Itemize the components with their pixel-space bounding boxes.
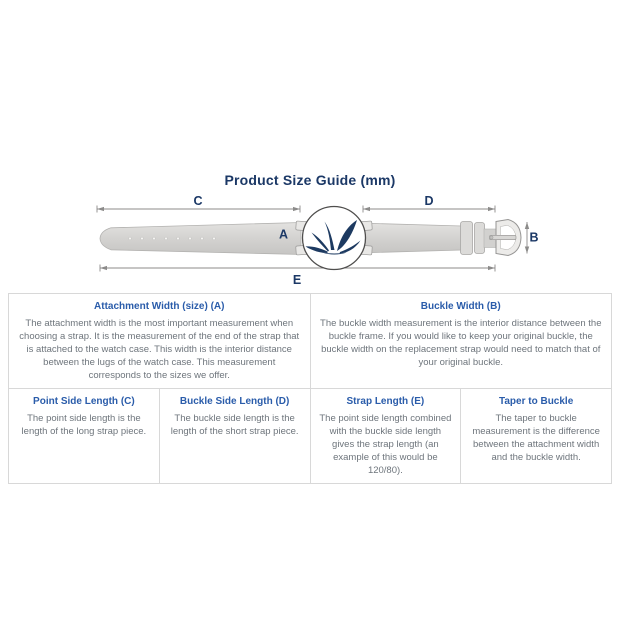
label-attachment-width: A (278, 227, 289, 242)
strap-diagram-svg (0, 195, 620, 295)
watch-case (303, 207, 366, 270)
label-buckle-width: B (529, 230, 539, 245)
cell-body: The attachment width is the most important measurement when choosing a strap. It is the measurement of the end of the strap that is attached to the watch case. This width is the interior distance between the lugs of the watch case. This measurement corresponds to the sizes we offer. (19, 318, 300, 381)
keeper-loops (461, 222, 485, 255)
cell-body: The point side length combined with the buckle side length gives the strap length (an example of this would be 120/80). (319, 413, 452, 476)
cell-title: Taper to Buckle (498, 396, 574, 407)
buckle-side-strap (363, 223, 462, 253)
cell-body: The buckle width measurement is the interior distance between the buckle frame. If you would like to keep your original buckle, the buckle width on the replacement strap would need to match that of your original buckle. (320, 318, 602, 368)
cell-buckle-side-length (159, 389, 310, 484)
label-strap-length: E (292, 273, 302, 287)
cell-strap-length (310, 389, 461, 484)
strap-diagram (0, 195, 620, 295)
cell-attachment-width (9, 294, 311, 389)
buckle (490, 220, 522, 256)
buckle-prong (490, 235, 517, 239)
page-title: Product Size Guide (mm) (224, 172, 396, 188)
cell-title: Buckle Side Length (D) (179, 396, 290, 407)
cell-point-side-length (9, 389, 160, 484)
label-buckle-side-length: D (424, 195, 434, 208)
cell-title: Buckle Width (B) (420, 301, 501, 312)
dimension-line-e (100, 265, 495, 272)
cell-title: Point Side Length (C) (33, 396, 135, 407)
cell-buckle-width (310, 294, 612, 389)
size-guide-table (8, 293, 612, 484)
label-point-side-length: C (193, 195, 203, 208)
cell-title: Attachment Width (size) (A) (94, 301, 225, 312)
table-row (9, 294, 612, 389)
cell-body: The taper to buckle measurement is the difference between the attachment width and the buckle width. (472, 413, 600, 463)
cell-body: The point side length is the length of the long strap piece. (21, 413, 147, 437)
cell-body: The buckle side length is the length of the short strap piece. (170, 413, 299, 437)
table-row (9, 389, 612, 484)
cell-taper-to-buckle (461, 389, 612, 484)
cell-title: Strap Length (E) (346, 396, 425, 407)
